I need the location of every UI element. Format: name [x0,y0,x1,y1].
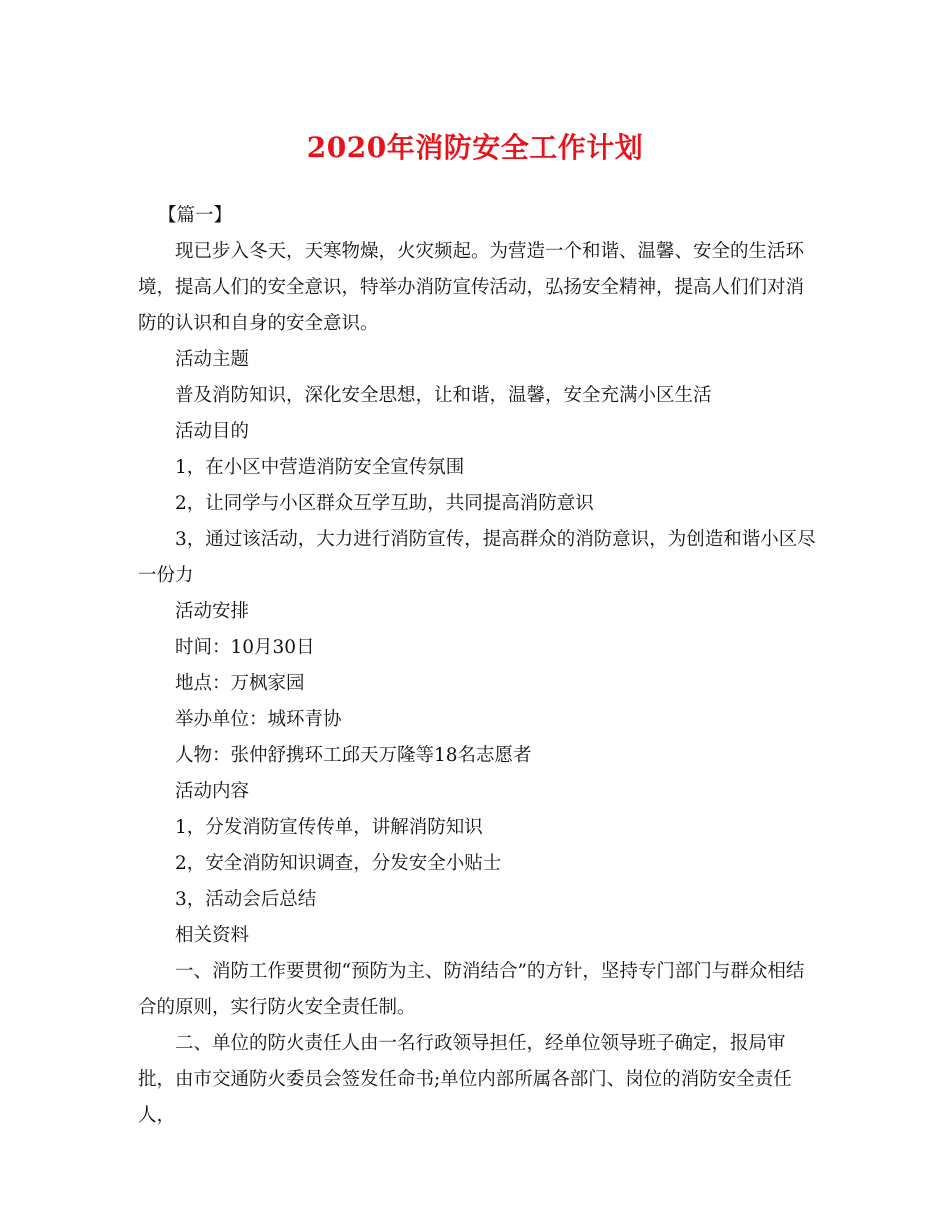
list-item-content-3: 3，活动会后总结 [175,889,317,910]
paragraph-theme: 普及消防知识，深化安全思想，让和谐，温馨，安全充满小区生活 [175,385,712,406]
heading-purpose: 活动目的 [175,421,250,442]
heading-arrangement: 活动安排 [175,601,250,622]
document-body [138,198,822,1134]
arrangement-location: 地点：万枫家园 [175,673,305,694]
list-item-content-1: 1，分发消防宣传传单，讲解消防知识 [175,817,483,838]
heading-theme: 活动主题 [175,349,250,370]
heading-materials: 相关资料 [175,925,250,946]
arrangement-organizer: 举办单位：城环青协 [175,709,342,730]
paragraph-materials-2: 二、单位的防火责任人由一名行政领导担任，经单位领导班子确定，报局审批，由市交通防火委员会签发任命书;单位内部所属各部门、岗位的消防安全责任人， [138,1033,792,1126]
list-item-purpose-1: 1，在小区中营造消防安全宣传氛围 [175,457,465,478]
document-title: 2020年消防安全工作计划 [306,131,644,164]
paragraph-intro: 现已步入冬天，天寒物燥，火灾频起。为营造一个和谐、温馨、安全的生活环境，提高人们的安全意识，特举办消防宣传活动，弘扬安全精神，提高人们们对消防的认识和自身的安全意识。 [138,241,805,334]
list-item-content-2: 2，安全消防知识调查，分发安全小贴士 [175,853,502,874]
heading-content: 活动内容 [175,781,250,802]
arrangement-people: 人物：张仲舒携环工邱天万隆等18名志愿者 [175,745,532,766]
list-item-purpose-3: 3，通过该活动，大力进行消防宣传，提高群众的消防意识，为创造和谐小区尽一份力 [138,529,816,586]
paragraph-materials-1: 一、消防工作要贯彻“预防为主、防消结合”的方针，坚持专门部门与群众相结合的原则，实行防火安全责任制。 [138,961,805,1018]
arrangement-time: 时间：10月30日 [175,637,315,658]
list-item-purpose-2: 2，让同学与小区群众互学互助，共同提高消防意识 [175,493,594,514]
section-label: 【篇一】 [158,205,233,226]
